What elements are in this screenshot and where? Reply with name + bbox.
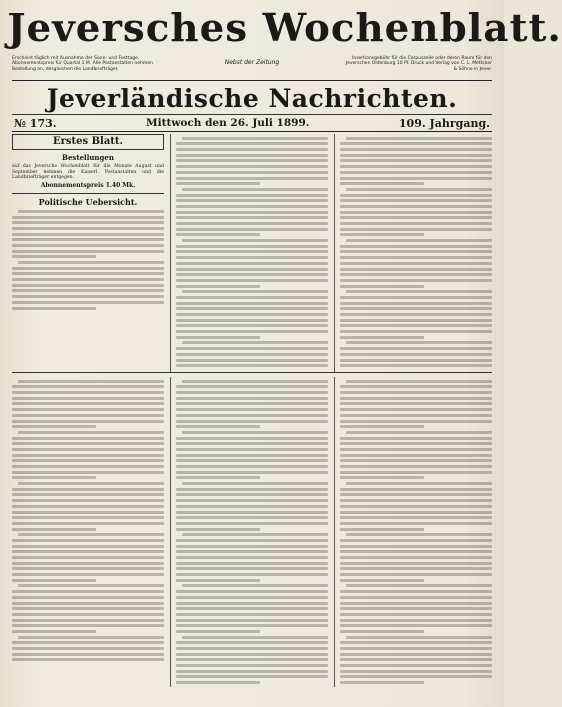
text-line: [12, 425, 96, 428]
text-line: [176, 624, 328, 627]
text-line: [182, 584, 328, 587]
text-line: [176, 364, 328, 367]
text-line: [12, 295, 164, 298]
column-3: [334, 134, 492, 372]
text-line: [176, 148, 328, 151]
text-line: [340, 499, 492, 502]
text-line: [176, 499, 328, 502]
text-line: [176, 613, 328, 616]
text-line: [340, 670, 492, 673]
text-line: [18, 584, 164, 587]
text-line: [176, 420, 328, 423]
masthead-left-note: Erscheint täglich mit Ausnahme der Sonn- und Festtage. Abonnementspreis für Quartal 1 M. Alle Postanstalten nehmen Bestellung an, desgleichen die Landbriefträger.: [12, 56, 153, 72]
text-line: [176, 279, 328, 282]
text-line: [340, 353, 492, 356]
text-line: [176, 522, 328, 525]
volume-label: 109. Jahrgang.: [398, 116, 490, 130]
text-line: [12, 522, 164, 525]
text-line: [340, 347, 492, 350]
masthead-middle-note: Nebst der Zeitung: [224, 59, 280, 66]
text-line: [12, 442, 164, 445]
text-line: [346, 290, 492, 293]
text-line: [340, 359, 492, 362]
text-line: [340, 550, 492, 553]
text-line: [12, 590, 164, 593]
text-line: [340, 442, 492, 445]
text-line: [340, 602, 492, 605]
text-line: [346, 431, 492, 434]
text-line: [346, 380, 492, 383]
text-line: [12, 471, 164, 474]
text-line: [176, 425, 260, 428]
text-line: [176, 539, 328, 542]
text-line: [12, 448, 164, 451]
text-line: [340, 296, 492, 299]
text-line: [12, 602, 164, 605]
text-line: [12, 516, 164, 519]
text-line: [176, 408, 328, 411]
text-line: [340, 233, 424, 236]
text-line: [340, 199, 492, 202]
text-line: [176, 567, 328, 570]
text-line: [176, 630, 260, 633]
text-line: [340, 165, 492, 168]
subscription-price: Abonnementspreis 1.40 Mk.: [40, 182, 136, 190]
text-line: [176, 142, 328, 145]
text-line: [176, 550, 328, 553]
text-line: [12, 562, 164, 565]
text-line: [12, 420, 164, 423]
text-line: [176, 579, 260, 582]
issue-date: Mittwoch den 26. Juli 1899.: [146, 117, 310, 129]
text-line: [12, 619, 164, 622]
orders-text: auf das Jeversche Wochenblatt für die Monate August und September nehmen die Kaiserl. Postanstalten und die Landbriefträger entgegen.: [12, 164, 164, 181]
text-line: [12, 272, 164, 275]
text-line: [340, 148, 492, 151]
text-line: [176, 347, 328, 350]
text-line: [340, 364, 492, 367]
dateline-rule-bottom: [12, 131, 492, 132]
text-line: [340, 245, 492, 248]
text-line: [176, 402, 328, 405]
text-line: [12, 402, 164, 405]
text-line: [340, 488, 492, 491]
text-line: [12, 573, 164, 576]
text-line: [176, 159, 328, 162]
text-line: [340, 437, 492, 440]
text-line: [176, 182, 260, 185]
text-line: [340, 182, 424, 185]
text-line: [340, 658, 492, 661]
text-line: [176, 607, 328, 610]
text-line: [12, 511, 164, 514]
text-line: [12, 624, 164, 627]
text-line: [340, 556, 492, 559]
text-line: [340, 505, 492, 508]
text-line: [12, 244, 164, 247]
text-line: [176, 324, 328, 327]
text-line: [18, 261, 164, 264]
section-title: Jeverländische Nachrichten.: [46, 84, 458, 113]
text-line: [176, 177, 328, 180]
text-line: [340, 590, 492, 593]
text-line: [12, 216, 164, 219]
text-line: [340, 273, 492, 276]
text-line: [12, 641, 164, 644]
text-line: [176, 437, 328, 440]
text-line: [176, 228, 328, 231]
text-line: [18, 431, 164, 434]
text-line: [176, 285, 260, 288]
text-line: [176, 562, 328, 565]
orders-heading: Bestellungen: [62, 153, 114, 162]
text-line: [176, 165, 328, 168]
text-line: [176, 516, 328, 519]
text-line: [176, 397, 328, 400]
text-line: [340, 250, 492, 253]
text-line: [346, 636, 492, 639]
text-line: [182, 137, 328, 140]
text-line: [340, 545, 492, 548]
text-line: [12, 607, 164, 610]
text-line: [176, 590, 328, 593]
text-line: [340, 619, 492, 622]
text-line: [176, 273, 328, 276]
text-line: [176, 664, 328, 667]
text-line: [12, 284, 164, 287]
text-line: [340, 539, 492, 542]
text-line: [12, 505, 164, 508]
text-line: [340, 573, 492, 576]
text-line: [340, 385, 492, 388]
erstes-blatt-box: Erstes Blatt.: [12, 134, 164, 150]
column-6: [334, 377, 492, 687]
text-line: [340, 397, 492, 400]
text-line: [340, 307, 492, 310]
text-line: [176, 391, 328, 394]
text-line: [182, 636, 328, 639]
text-line: [176, 330, 328, 333]
text-line: [12, 476, 96, 479]
text-line: [176, 647, 328, 650]
text-line: [340, 607, 492, 610]
text-line: [346, 239, 492, 242]
text-line: [176, 256, 328, 259]
text-line: [18, 380, 164, 383]
text-line: [176, 353, 328, 356]
text-line: [176, 602, 328, 605]
text-line: [182, 533, 328, 536]
text-line: [12, 414, 164, 417]
text-line: [176, 194, 328, 197]
text-line: [340, 459, 492, 462]
masthead-title: Jeversches Wochenblatt.: [7, 5, 562, 50]
text-line: [176, 171, 328, 174]
text-line: [340, 313, 492, 316]
text-line: [176, 505, 328, 508]
text-line: [12, 647, 164, 650]
issue-number: № 173.: [14, 116, 57, 130]
lower-columns: [12, 377, 492, 687]
text-line: [340, 177, 492, 180]
text-line: [182, 290, 328, 293]
text-line: [176, 476, 260, 479]
col1-divider: [12, 193, 164, 194]
text-line: [340, 159, 492, 162]
text-line: [340, 454, 492, 457]
text-line: [346, 482, 492, 485]
text-line: [340, 641, 492, 644]
text-line: [340, 579, 424, 582]
text-line: [12, 653, 164, 656]
text-line: [340, 567, 492, 570]
text-line: [182, 482, 328, 485]
upper-columns: [12, 134, 492, 372]
text-line: [340, 324, 492, 327]
text-line: [176, 459, 328, 462]
text-line: [176, 199, 328, 202]
text-line: [176, 653, 328, 656]
column-2: [170, 134, 328, 372]
text-line: [12, 550, 164, 553]
text-line: [18, 533, 164, 536]
text-line: [340, 142, 492, 145]
text-line: [176, 442, 328, 445]
text-line: [340, 471, 492, 474]
text-line: [340, 205, 492, 208]
text-line: [12, 227, 164, 230]
text-line: [12, 250, 164, 253]
text-line: [340, 391, 492, 394]
text-line: [176, 493, 328, 496]
text-line: [176, 296, 328, 299]
text-line: [176, 205, 328, 208]
text-line: [12, 267, 164, 270]
text-line: [12, 454, 164, 457]
text-line: [176, 488, 328, 491]
text-line: [176, 307, 328, 310]
text-line: [346, 584, 492, 587]
text-line: [346, 533, 492, 536]
text-line: [12, 233, 164, 236]
text-line: [340, 522, 492, 525]
text-line: [176, 336, 260, 339]
text-line: [340, 647, 492, 650]
text-line: [340, 414, 492, 417]
text-line: [176, 511, 328, 514]
text-line: [176, 233, 260, 236]
text-line: [340, 302, 492, 305]
text-line: [176, 670, 328, 673]
text-line: [12, 488, 164, 491]
text-line: [340, 511, 492, 514]
text-line: [182, 341, 328, 344]
text-line: [176, 222, 328, 225]
text-line: [12, 528, 96, 531]
politics-heading: Politische Uebersicht.: [38, 196, 138, 207]
text-line: [176, 302, 328, 305]
text-line: [340, 624, 492, 627]
text-line: [176, 250, 328, 253]
text-line: [176, 414, 328, 417]
text-line: [340, 681, 424, 684]
text-line: [12, 465, 164, 468]
col1-text-lines: [12, 210, 164, 310]
text-line: [12, 658, 164, 661]
text-line: [176, 454, 328, 457]
column-1: [12, 134, 164, 372]
text-line: [12, 255, 96, 258]
text-line: [340, 336, 424, 339]
text-line: [18, 636, 164, 639]
masthead-right-note: Insertionsgebühr für die Corpuszeile oder deren Raum für den Jeverschen Oldenburg 10 Pf. Druck und Verlag von C. L. Mettcker & Söhne in Jever.: [345, 56, 492, 72]
text-line: [12, 408, 164, 411]
text-line: [340, 211, 492, 214]
text-line: [340, 408, 492, 411]
text-line: [12, 567, 164, 570]
text-line: [340, 465, 492, 468]
text-line: [176, 641, 328, 644]
text-line: [340, 285, 424, 288]
text-line: [340, 562, 492, 565]
text-line: [12, 539, 164, 542]
text-line: [176, 262, 328, 265]
text-line: [182, 239, 328, 242]
text-line: [340, 425, 424, 428]
text-line: [340, 613, 492, 616]
text-line: [182, 188, 328, 191]
text-line: [12, 307, 96, 310]
masthead-subrow: [12, 56, 492, 80]
text-line: [340, 402, 492, 405]
text-line: [176, 675, 328, 678]
text-line: [176, 211, 328, 214]
text-line: [12, 238, 164, 241]
text-line: [12, 499, 164, 502]
text-line: [12, 301, 164, 304]
text-line: [176, 471, 328, 474]
text-line: [12, 385, 164, 388]
text-line: [12, 221, 164, 224]
text-line: [340, 516, 492, 519]
text-line: [176, 448, 328, 451]
column-5: [170, 377, 328, 687]
text-line: [340, 596, 492, 599]
text-line: [340, 268, 492, 271]
text-line: [340, 279, 492, 282]
text-line: [12, 556, 164, 559]
text-line: [12, 437, 164, 440]
text-line: [176, 154, 328, 157]
text-line: [182, 431, 328, 434]
text-line: [340, 493, 492, 496]
text-line: [176, 658, 328, 661]
text-line: [340, 154, 492, 157]
text-line: [176, 319, 328, 322]
text-line: [340, 330, 492, 333]
text-line: [176, 556, 328, 559]
novel-column: [12, 377, 164, 687]
text-line: [12, 493, 164, 496]
text-line: [340, 420, 492, 423]
text-line: [12, 278, 164, 281]
novel-text-lines: [12, 380, 164, 662]
text-line: [18, 210, 164, 213]
text-line: [176, 385, 328, 388]
text-line: [176, 545, 328, 548]
text-line: [340, 528, 424, 531]
text-line: [340, 448, 492, 451]
text-line: [176, 573, 328, 576]
text-line: [340, 256, 492, 259]
text-line: [176, 596, 328, 599]
text-line: [340, 228, 492, 231]
text-line: [12, 391, 164, 394]
text-line: [176, 313, 328, 316]
text-line: [340, 262, 492, 265]
text-line: [18, 482, 164, 485]
text-line: [340, 194, 492, 197]
text-line: [176, 465, 328, 468]
text-line: [176, 681, 260, 684]
text-line: [340, 171, 492, 174]
text-line: [12, 545, 164, 548]
text-line: [12, 397, 164, 400]
masthead-rule: [12, 80, 492, 81]
text-line: [340, 664, 492, 667]
text-line: [176, 528, 260, 531]
text-line: [12, 596, 164, 599]
text-line: [176, 619, 328, 622]
text-line: [340, 216, 492, 219]
text-line: [176, 268, 328, 271]
text-line: [340, 319, 492, 322]
text-line: [340, 675, 492, 678]
text-line: [176, 245, 328, 248]
text-line: [340, 653, 492, 656]
text-line: [182, 380, 328, 383]
text-line: [176, 216, 328, 219]
text-line: [346, 137, 492, 140]
feuilleton-rule: [12, 372, 492, 373]
text-line: [12, 630, 96, 633]
text-line: [176, 359, 328, 362]
text-line: [12, 289, 164, 292]
dateline: [12, 115, 492, 131]
text-line: [346, 341, 492, 344]
text-line: [346, 188, 492, 191]
text-line: [340, 476, 424, 479]
text-line: [340, 222, 492, 225]
text-line: [12, 613, 164, 616]
text-line: [340, 630, 424, 633]
text-line: [12, 579, 96, 582]
text-line: [12, 459, 164, 462]
